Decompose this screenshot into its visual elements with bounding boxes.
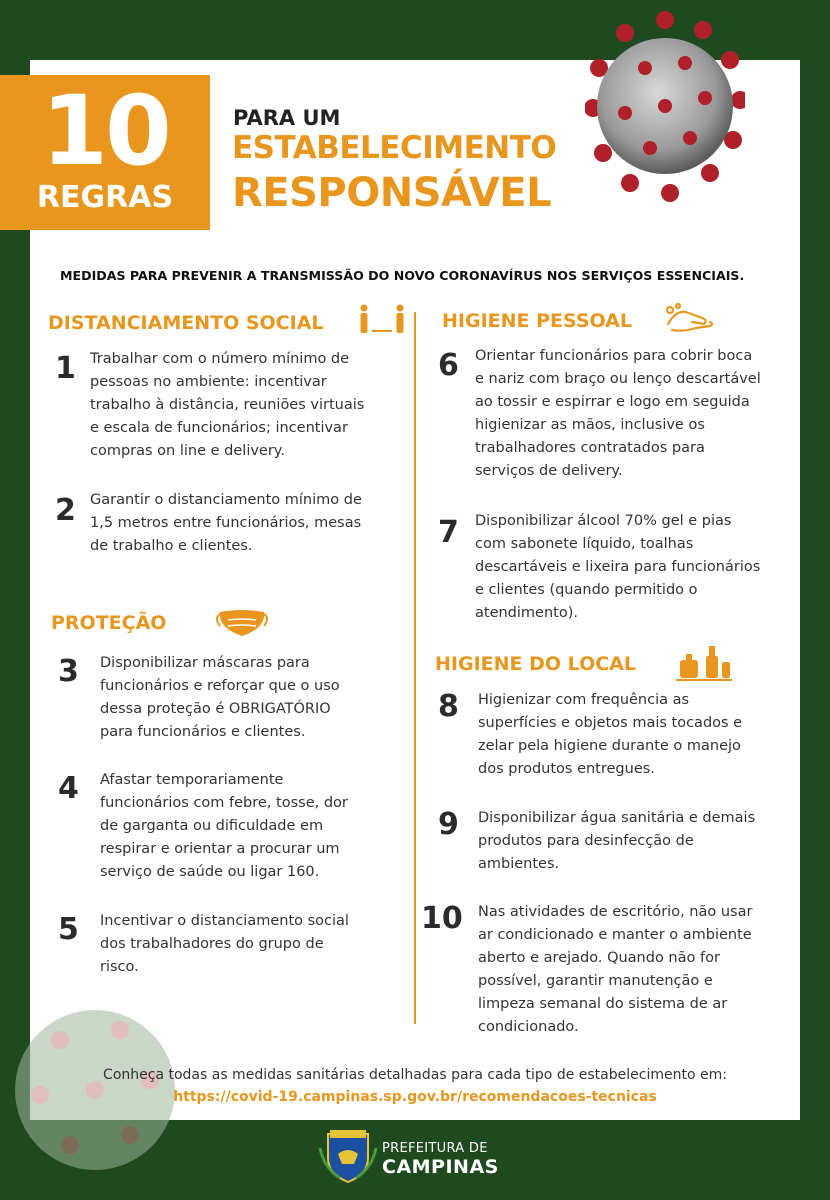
rule-text-4: Afastar temporariamente funcionários com febre, tosse, dor de garganta ou dificuldade em respirar e orientar a procurar um serviço de saúde ou ligar 160.	[100, 772, 348, 880]
rule-text-1: Trabalhar com o número mínimo de pessoas no ambiente: incentivar trabalho à distância, reuniões virtuais e escala de funcionários; incentivar compras on line e delivery.	[90, 351, 365, 459]
column-divider	[414, 312, 416, 1024]
rule-number: 5	[58, 912, 79, 947]
rule-number: 8	[438, 689, 459, 724]
virus-icon	[585, 8, 745, 208]
rule-number: 10	[421, 901, 463, 936]
rule-number: 6	[438, 348, 459, 383]
rule-text-6: Orientar funcionários para cobrir boca e nariz com braço ou lenço descartável ao tossir e espirrar e logo em seguida higienizar as mãos, inclusive os trabalhadores contratados para serviços de delivery.	[475, 348, 761, 479]
section-title-higiene-pessoal: HIGIENE PESSOAL	[442, 310, 632, 332]
page-title-line2: RESPONSÁVEL	[232, 170, 552, 216]
cleaning-products-icon	[676, 642, 732, 682]
rule-number: 1	[55, 351, 76, 386]
rule-number: 3	[58, 654, 79, 689]
rule-number: 2	[55, 493, 76, 528]
city-crest-icon	[318, 1128, 378, 1184]
rule-text-5: Incentivar o distanciamento social dos trabalhadores do grupo de risco.	[100, 913, 349, 975]
footer-text: Conheça todas as medidas sanitárias detalhadas para cada tipo de estabelecimento em:	[103, 1067, 727, 1083]
rule-number: 7	[438, 515, 459, 550]
rule-text-10: Nas atividades de escritório, não usar ar condicionado e manter o ambiente aberto e arejado. Quando não for possível, garantir manutenção e limpeza semanal do sistema de ar condicionado.	[478, 904, 753, 1035]
rules-count-badge	[0, 75, 210, 230]
rule-text-3: Disponibilizar máscaras para funcionários e reforçar que o uso dessa proteção é OBRIGATÓRIO para funcionários e clientes.	[100, 655, 340, 740]
rule-text-2: Garantir o distanciamento mínimo de 1,5 metros entre funcionários, mesas de trabalho e clientes.	[90, 492, 362, 554]
hands-washing-icon	[662, 302, 716, 336]
logo-line1: PREFEITURA DE	[382, 1141, 488, 1156]
subtitle: MEDIDAS PARA PREVENIR A TRANSMISSÃO DO NOVO CORONAVÍRUS NOS SERVIÇOS ESSENCIAIS.	[60, 268, 745, 283]
footer-link[interactable]: https://covid-19.campinas.sp.gov.br/recomendacoes-tecnicas	[173, 1089, 657, 1105]
mask-icon	[214, 606, 270, 638]
page-title: ESTABELECIMENTO	[232, 130, 557, 166]
title-prefix: PARA UM	[233, 106, 341, 130]
rule-text-7: Disponibilizar álcool 70% gel e pias com sabonete líquido, toalhas descartáveis e lixeira para funcionários e clientes (quando permitido o atendimento).	[475, 513, 761, 621]
rule-number: 9	[438, 807, 459, 842]
logo-line2: CAMPINAS	[382, 1156, 499, 1178]
rule-text-9: Disponibilizar água sanitária e demais produtos para desinfecção de ambientes.	[478, 810, 756, 872]
people-distance-icon	[358, 304, 406, 334]
rule-number: 4	[58, 771, 79, 806]
badge-word: REGRAS	[36, 180, 174, 215]
badge-number: 10	[41, 75, 169, 187]
section-title-distanciamento: DISTANCIAMENTO SOCIAL	[48, 312, 324, 334]
section-title-higiene-local: HIGIENE DO LOCAL	[435, 653, 636, 675]
section-title-protecao: PROTEÇÃO	[51, 612, 167, 634]
rule-text-8: Higienizar com frequência as superfícies e objetos mais tocados e zelar pela higiene durante o manejo dos produtos entregues.	[478, 692, 743, 777]
